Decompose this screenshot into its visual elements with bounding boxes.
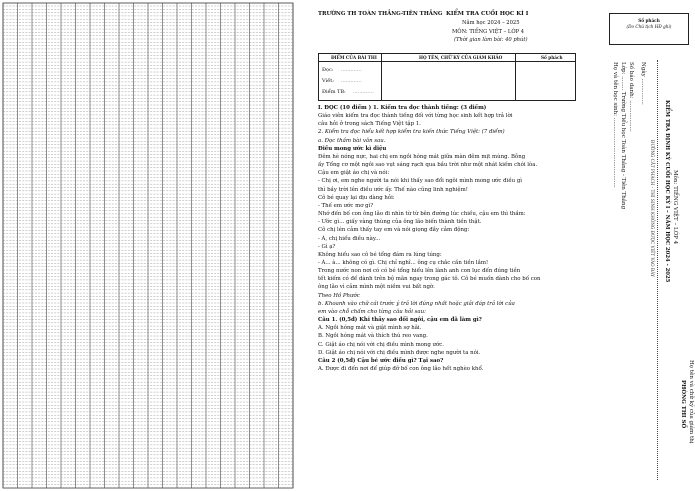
body-line: Theo Hồ Phước	[318, 292, 360, 299]
body-line: Nhớ đến bố con ông lão đi nhìn từ từ bên đường lúc chiều, cậu em thì thầm:	[318, 211, 526, 218]
grid-lines	[0, 0, 296, 491]
subject-vertical: Môn: TIẾNG VIỆT – LỚP 4	[672, 170, 678, 245]
school-name: TRƯỜNG TH TOÀN THẮNG-TIÊN THẮNG	[318, 11, 443, 17]
body-line: D. Giật áo chị nói với chị điều mình được nghe người ta nói.	[318, 349, 481, 356]
body-line: Câu 1. (0,5đ) Khi thấy sao đổi ngôi, cậu em đã làm gì?	[318, 317, 482, 324]
body-line: - Chị ơi, em nghe người ta nói khi thấy sao đổi ngôi mình mong ước điều gì	[318, 178, 522, 185]
body-line: C. Giật áo chị nói với chị điều mình mong ước.	[318, 341, 445, 348]
body-line: - Gì ạ?	[318, 243, 336, 250]
body-line: ấy Tổng cơ một ngôi sao vụt sáng rạch qua bầu trời như một nhát kiếm chói lòa.	[318, 162, 538, 169]
cut-line	[657, 60, 658, 480]
school-year: Năm học 2024 – 2025	[462, 20, 520, 26]
serial-col-header: Số phách	[541, 55, 563, 60]
body-line: - À... à... không có gì. Chị chỉ nghĩ... ông cụ chắc cần tiền lắm!	[318, 259, 489, 266]
body-line: - Thế em ước mơ gì?	[318, 202, 374, 209]
body-line: Điều mong ước kì diệu	[318, 145, 387, 152]
body-line: Cậu em giật áo chị và nói:	[318, 170, 390, 177]
exam-time: (Thời gian làm bài: 40 phút)	[454, 37, 528, 43]
read-score-field[interactable]: .............	[341, 67, 362, 73]
exam-vertical-title: KIỂM TRA ĐỊNH KỲ CUỐI HỌC KỲ I – NĂM HỌC 2024 - 2025	[664, 100, 670, 283]
body-line: B. Ngồi hóng mát và thích thú reo vang.	[318, 333, 428, 340]
body-line: câu hỏi ở trong sách Tiếng Việt tập 1.	[318, 121, 421, 128]
body-line: - Ước gì... giấy vàng thùng của ông lão biến thành tiền thật.	[318, 219, 482, 226]
avg-score-field[interactable]: .............	[353, 89, 374, 95]
write-score-label: Viết:	[322, 78, 334, 84]
body-line: Câu 2 (0,5đ) Cậu bé ước điều gì? Tại sao?	[318, 357, 444, 364]
body-line: Đêm hè nóng nực, hai chị em ngồi hóng mát giữa màn đêm mịt mùng. Bỗng	[318, 153, 526, 160]
score-table	[318, 53, 576, 101]
candidate-number-line: Số báo danh: ..................	[628, 62, 634, 132]
body-line: ông lão vì cảm mình một niềm vui bất ngờ.	[318, 284, 435, 291]
body-line: em vào chỗ chấm cho từng câu hỏi sau:	[318, 308, 426, 315]
exam-room-label: PHÒNG THI SỐ	[680, 380, 686, 429]
body-line: 2. Kiểm tra đọc hiểu kết hợp kiểm tra kiến thức Tiếng Việt: (7 điểm)	[318, 129, 505, 136]
exam-body	[318, 104, 580, 373]
read-score-label: Đọc:	[322, 67, 334, 73]
body-line: Cô chị lén cảm thấy tay em và nói giọng đầy cảm động:	[318, 227, 470, 234]
score-table-header	[319, 54, 575, 62]
body-line: a. Đọc thầm bài văn sau.	[318, 137, 386, 144]
class-school-line: Lớp: ........ Trường Tiểu học Toàn Thắng - Tiên Thắng	[620, 62, 626, 210]
write-score-field[interactable]: .............	[341, 78, 362, 84]
body-line: A. Ngồi hóng mát và giật mình sợ hãi.	[318, 325, 422, 332]
body-line: - À, chị hiểu điều này...	[318, 235, 381, 242]
serial-note: (Do Chủ tịch HĐ ghi)	[626, 24, 672, 29]
table-divider	[515, 54, 516, 100]
cut-line-label: ĐƯỜNG CẮT PHÁCH - THÍ SINH KHÔNG ĐƯỢC VIẾT VÀO ĐÂY	[650, 140, 655, 277]
subject: MÔN: TIẾNG VIỆT – LỚP 4	[452, 29, 525, 35]
body-line: Cô bé quay lại dịu dàng hỏi:	[318, 194, 395, 201]
serial-number-box	[609, 13, 689, 45]
answer-grid-area	[0, 0, 296, 491]
proctor-signature-label: Họ tên và chữ ký của giám thị	[688, 360, 694, 444]
body-line: A. Được đi đến nơi để giúp đỡ bố con ông lão hết nghèo khổ.	[318, 366, 484, 372]
exam-title: KIỂM TRA CUỐI HỌC KÌ I	[446, 11, 529, 17]
body-line: b. Khoanh vào chữ cái trước ý trả lời đúng nhất hoặc giải đáp trả lời của	[318, 300, 515, 307]
avg-score-label: Điểm TB:	[322, 89, 346, 95]
score-col-header: ĐIỂM CỦA BÀI THI	[331, 55, 377, 60]
table-divider	[381, 54, 382, 100]
body-line: I. ĐỌC (10 điểm ) 1. Kiểm tra đọc thành tiếng: (3 điểm)	[318, 105, 487, 111]
body-line: Trong nước non nơi có có bé tổng hiểu lên lành anh con lục đến đúng tiền	[318, 268, 521, 275]
serial-title: Số phách	[638, 18, 660, 23]
body-line: tết kiếm có để dành trên bộ mãn ngay trong gác tô. Cô bé muốn dành cho bố con	[318, 276, 541, 283]
examiner-col-header: HỌ TÊN, CHỮ KÝ CỦA GIÁM KHẢO	[419, 55, 503, 60]
body-line: thì bầy trời lên điều ước ấy. Thế nào cũng linh nghiệm!	[318, 186, 468, 193]
date-line: Ngày ...............	[640, 62, 646, 105]
student-name-line: Họ và tên học sinh: ........................................	[612, 62, 618, 188]
body-line: Giáo viên kiểm tra đọc thành tiếng đối với từng học sinh kết hợp trả lời	[318, 113, 513, 120]
body-line: Không hiểu sao cô bé tổng đám ra lúng túng:	[318, 251, 442, 258]
